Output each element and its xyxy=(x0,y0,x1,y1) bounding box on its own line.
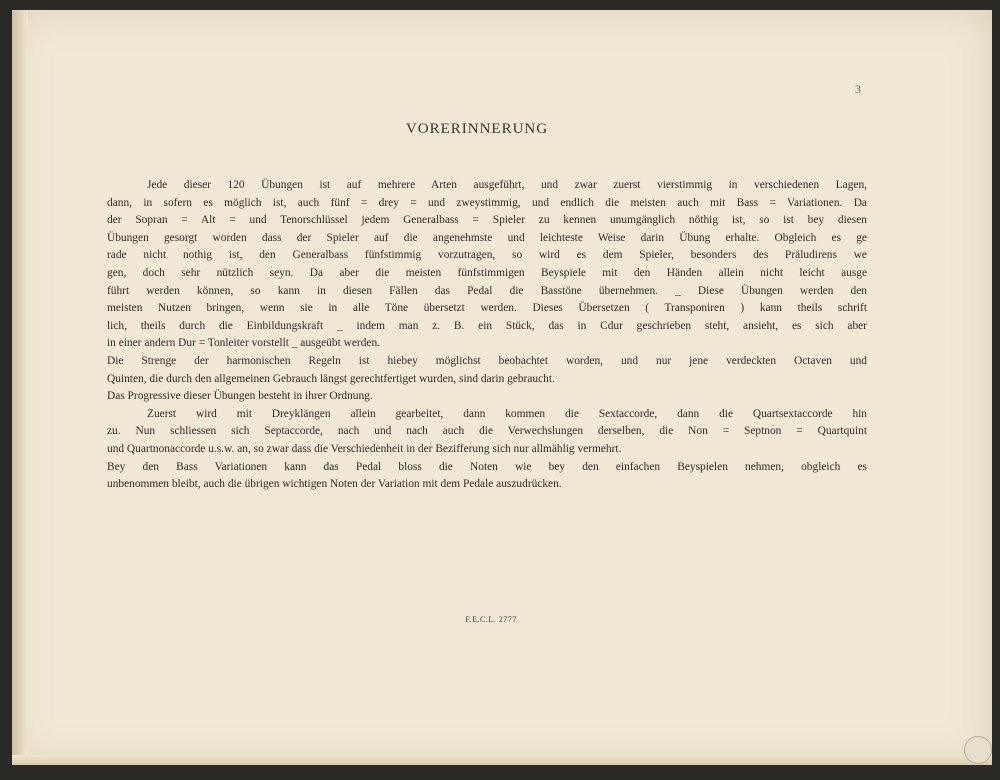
preface-text xyxy=(107,177,867,494)
publisher-plate-number: F.E.C.L. 2777 xyxy=(465,615,517,624)
text-line: Die Strenge der harmonischen Regeln ist hiebey möglichst beobachtet worden, und nur jene verdeckten Octaven und xyxy=(107,354,867,367)
page-bottom-edge xyxy=(12,755,992,765)
text-line: und Quartnonaccorde u.s.w. an, so zwar dass die Verschiedenheit in der Bezifferung sich nur allmählig vermehrt. xyxy=(107,442,622,455)
text-line: Jede dieser 120 Übungen ist auf mehrere Arten ausgeführt, und zwar zuerst vierstimmig in verschiedenen Lagen, xyxy=(147,179,867,191)
text-line: der Sopran = Alt = und Tenorschlüssel jedem Generalbass = Spieler zu kennen unumgänglich nöthig ist, so ist bey diesen xyxy=(107,214,867,227)
text-line: zu. Nun schliessen sich Septaccorde, nach und nach auch die Verwechslungen derselben, die Non = Septnon = Quartquint xyxy=(107,425,867,438)
text-line: führt werden können, so kann in diesen Fällen das Pedal die Basstöne übernehmen. _ Diese Übungen werden den xyxy=(107,284,867,297)
text-line: Das Progressive dieser Übungen besteht in ihrer Ordnung. xyxy=(107,390,373,403)
text-line: meisten Nutzen bringen, wenn sie in alle Töne übersetzt werden. Dieses Übersetzen ( Transponiren ) kann theils schrift xyxy=(107,302,867,315)
text-line: gen, doch sehr nützlich seyn. Da aber die meisten fünfstimmigen Beyspiele mit den Händen allein nicht leicht ausge xyxy=(107,266,867,279)
text-line: Quinten, die durch den allgemeinen Gebrauch längst gerechtfertiget wurden, sind darin gebraucht. xyxy=(107,372,555,385)
page-title: VORERINNERUNG xyxy=(405,121,549,137)
book-page xyxy=(12,10,992,765)
text-line: lich, theils durch die Einbildungskraft _ indem man z. B. ein Stück, das in Cdur geschrieben steht, ansieht, es sich aber xyxy=(107,319,867,332)
page-corner-clip xyxy=(964,736,992,764)
page-number: 3 xyxy=(855,82,861,96)
text-line: rade nicht nothig ist, den Generalbass fünfstimmig vorzutragen, so wird es dem Spieler, besonders des Präludirens we xyxy=(107,249,867,262)
text-line: dann, in sofern es möglich ist, auch fünf = drey = und zweystimmig, und endlich die meisten auch mit Bass = Variationen. Da xyxy=(107,196,867,209)
text-line: Übungen gesorgt worden dass der Spieler auf die angenehmste und leichteste Weise darin Übung erhalte. Obgleich es ge xyxy=(107,231,867,244)
text-line: Zuerst wird mit Dreyklängen allein gearbeitet, dann kommen die Sextaccorde, dann die Quartsextaccorde hin xyxy=(147,407,867,420)
text-line: in einer andern Dur = Tonleiter vorstellt _ ausgeübt werden. xyxy=(107,337,381,350)
text-line: Bey den Bass Variationen kann das Pedal bloss die Noten wie bey den einfachen Beyspielen nehmen, obgleich es xyxy=(107,460,867,473)
text-line: unbenommen bleibt, auch die übrigen wichtigen Noten der Variation mit dem Pedale auszudrücken. xyxy=(107,478,562,491)
